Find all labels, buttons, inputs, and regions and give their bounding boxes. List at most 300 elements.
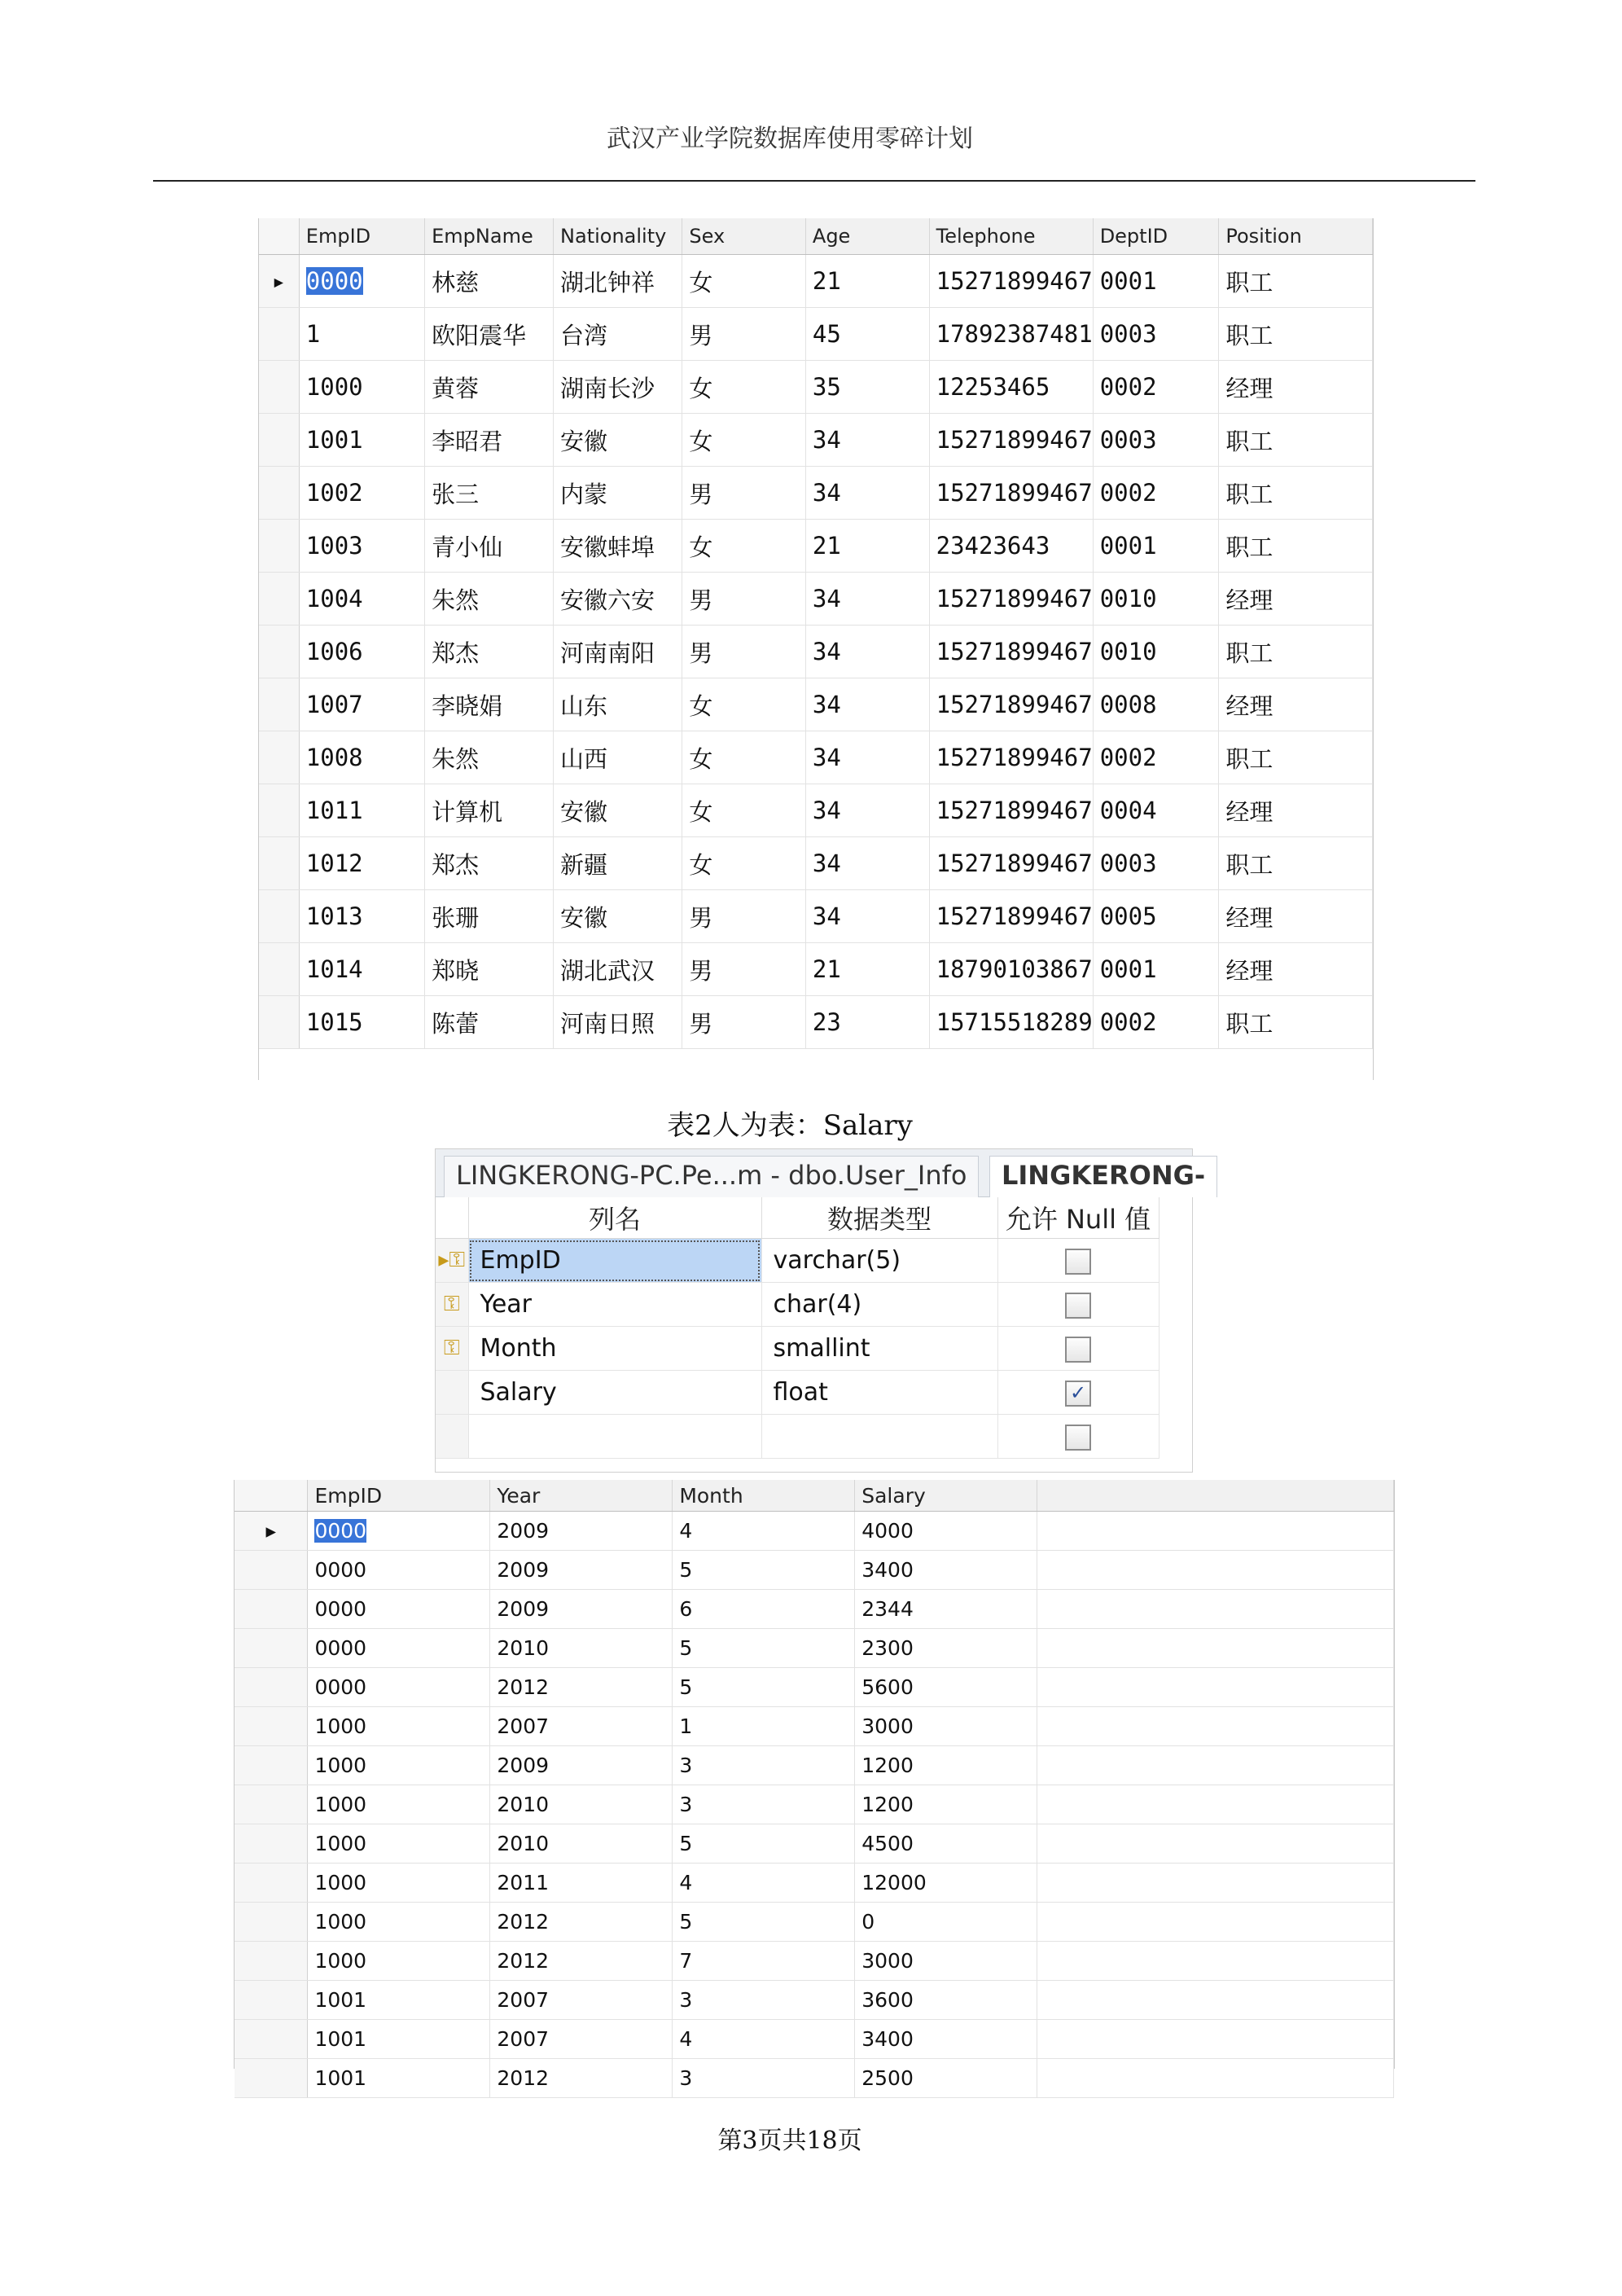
cell-empid[interactable]: 1007 — [299, 678, 424, 731]
cell-salary[interactable]: 2300 — [855, 1629, 1037, 1668]
data-type-cell[interactable]: varchar(5) — [761, 1239, 997, 1283]
row-selector[interactable] — [259, 626, 299, 678]
row-selector[interactable] — [235, 2020, 308, 2059]
cell-empid[interactable]: 0000 — [308, 1668, 490, 1707]
column-name-cell[interactable]: Month — [468, 1327, 761, 1371]
cell-salary[interactable]: 2344 — [855, 1590, 1037, 1629]
column-header-year[interactable]: Year — [490, 1480, 673, 1512]
cell-position[interactable]: 职工 — [1219, 255, 1373, 308]
cell-position[interactable]: 经理 — [1219, 943, 1373, 996]
cell-empid[interactable]: 1000 — [299, 361, 424, 414]
cell-month[interactable]: 3 — [673, 1746, 855, 1785]
cell-salary[interactable]: 3400 — [855, 2020, 1037, 2059]
cell-sex[interactable]: 男 — [682, 626, 806, 678]
tab-user-info[interactable]: LINGKERONG-PC.Pe...m - dbo.User_Info — [444, 1156, 979, 1197]
empty-cell — [1037, 1746, 1394, 1785]
cell-position[interactable]: 职工 — [1219, 626, 1373, 678]
table-row[interactable] — [235, 1981, 1394, 2020]
column-header-sex[interactable]: Sex — [682, 218, 806, 255]
cell-year[interactable]: 2012 — [490, 2059, 673, 2098]
cell-age[interactable]: 35 — [805, 361, 929, 414]
cell-age[interactable]: 34 — [805, 414, 929, 467]
table-row[interactable] — [259, 890, 1373, 943]
empty-cell — [1037, 1512, 1394, 1551]
empty-header — [1037, 1480, 1394, 1512]
table-row[interactable] — [259, 678, 1373, 731]
row-selector[interactable] — [235, 1942, 308, 1981]
allow-null-cell[interactable] — [997, 1371, 1159, 1415]
cell-salary[interactable]: 4500 — [855, 1824, 1037, 1864]
primary-key-icon: ▸⚿ — [436, 1239, 468, 1283]
row-selector[interactable] — [259, 467, 299, 520]
cell-empid[interactable]: 1008 — [299, 731, 424, 784]
table-row[interactable] — [259, 308, 1373, 361]
cell-month[interactable]: 1 — [673, 1707, 855, 1746]
column-header-nationality[interactable]: Nationality — [554, 218, 682, 255]
table-row[interactable] — [235, 1824, 1394, 1864]
column-header-position[interactable]: Position — [1219, 218, 1373, 255]
cell-month[interactable]: 7 — [673, 1942, 855, 1981]
table-row[interactable] — [259, 784, 1373, 837]
data-type-cell[interactable]: smallint — [761, 1327, 997, 1371]
cell-empid[interactable]: 1000 — [308, 1903, 490, 1942]
allow-null-checkbox[interactable] — [1065, 1425, 1091, 1451]
cell-position[interactable]: 职工 — [1219, 731, 1373, 784]
table-row[interactable] — [259, 837, 1373, 890]
allow-null-cell[interactable] — [997, 1283, 1159, 1327]
data-type-cell[interactable] — [761, 1415, 997, 1459]
row-selector[interactable] — [259, 784, 299, 837]
row-selector[interactable] — [259, 837, 299, 890]
cell-empid[interactable]: 1000 — [308, 1942, 490, 1981]
cell-nationality[interactable]: 安徽 — [554, 414, 682, 467]
cell-salary[interactable]: 5600 — [855, 1668, 1037, 1707]
cell-month[interactable]: 5 — [673, 1903, 855, 1942]
cell-nationality[interactable]: 湖南长沙 — [554, 361, 682, 414]
cell-position[interactable]: 职工 — [1219, 837, 1373, 890]
cell-nationality[interactable]: 湖北钟祥 — [554, 255, 682, 308]
cell-empid[interactable]: 1002 — [299, 467, 424, 520]
cell-salary[interactable]: 1200 — [855, 1785, 1037, 1824]
cell-age[interactable]: 21 — [805, 943, 929, 996]
cell-month[interactable]: 5 — [673, 1551, 855, 1590]
cell-deptid[interactable]: 0002 — [1093, 467, 1219, 520]
cell-deptid[interactable]: 0003 — [1093, 308, 1219, 361]
cell-telephone[interactable]: 23423643 — [929, 520, 1093, 573]
cell-telephone[interactable]: 15271899467 — [929, 890, 1093, 943]
table-row[interactable] — [259, 626, 1373, 678]
row-selector[interactable] — [235, 1707, 308, 1746]
cell-telephone[interactable]: 18790103867 — [929, 943, 1093, 996]
empty-cell — [1037, 1707, 1394, 1746]
cell-empid[interactable]: 1000 — [308, 1824, 490, 1864]
cell-telephone[interactable]: 15271899467 — [929, 731, 1093, 784]
table-row[interactable] — [235, 1590, 1394, 1629]
cell-empid[interactable]: 1011 — [299, 784, 424, 837]
cell-month[interactable]: 6 — [673, 1590, 855, 1629]
cell-empid[interactable]: 1003 — [299, 520, 424, 573]
tab-salary-design[interactable]: LINGKERONG- — [989, 1156, 1217, 1197]
table-row[interactable] — [235, 1903, 1394, 1942]
cell-empid[interactable]: 1 — [299, 308, 424, 361]
table-row[interactable] — [235, 2059, 1394, 2098]
cell-sex[interactable]: 女 — [682, 414, 806, 467]
cell-month[interactable]: 5 — [673, 1629, 855, 1668]
cell-year[interactable]: 2009 — [490, 1551, 673, 1590]
cell-empid[interactable]: 1014 — [299, 943, 424, 996]
cell-empid[interactable]: 1000 — [308, 1864, 490, 1903]
table-row[interactable] — [259, 361, 1373, 414]
row-selector[interactable] — [259, 520, 299, 573]
cell-nationality[interactable]: 安徽 — [554, 890, 682, 943]
cell-year[interactable]: 2009 — [490, 1746, 673, 1785]
cell-position[interactable]: 职工 — [1219, 414, 1373, 467]
cell-age[interactable]: 34 — [805, 890, 929, 943]
cell-sex[interactable]: 女 — [682, 255, 806, 308]
cell-sex[interactable]: 女 — [682, 678, 806, 731]
cell-month[interactable]: 3 — [673, 1785, 855, 1824]
row-selector[interactable] — [259, 731, 299, 784]
table-row[interactable] — [235, 1707, 1394, 1746]
column-header-empname[interactable]: EmpName — [425, 218, 554, 255]
cell-position[interactable]: 职工 — [1219, 467, 1373, 520]
cell-nationality[interactable]: 湖北武汉 — [554, 943, 682, 996]
empty-cell — [1037, 1981, 1394, 2020]
cell-deptid[interactable]: 0008 — [1093, 678, 1219, 731]
cell-age[interactable]: 34 — [805, 678, 929, 731]
table-row[interactable] — [235, 1785, 1394, 1824]
cell-sex[interactable]: 男 — [682, 573, 806, 626]
cell-empid[interactable]: 1015 — [299, 996, 424, 1049]
cell-nationality[interactable]: 安徽蚌埠 — [554, 520, 682, 573]
table-row[interactable] — [235, 1668, 1394, 1707]
table-row[interactable] — [235, 1746, 1394, 1785]
cell-month[interactable]: 3 — [673, 2059, 855, 2098]
cell-empname[interactable]: 郑晓 — [425, 943, 554, 996]
row-selector[interactable] — [235, 1746, 308, 1785]
cell-telephone[interactable]: 15271899467 — [929, 467, 1093, 520]
cell-year[interactable]: 2012 — [490, 1903, 673, 1942]
cell-deptid[interactable]: 0002 — [1093, 731, 1219, 784]
cell-telephone[interactable]: 15271899467 — [929, 255, 1093, 308]
cell-position[interactable]: 职工 — [1219, 520, 1373, 573]
cell-sex[interactable]: 男 — [682, 996, 806, 1049]
table-designer-panel — [435, 1148, 1206, 1473]
column-header-empid[interactable]: EmpID — [308, 1480, 490, 1512]
row-selector[interactable] — [235, 1785, 308, 1824]
cell-empid[interactable] — [308, 1512, 490, 1551]
empty-cell — [1037, 1629, 1394, 1668]
cell-telephone[interactable]: 15271899467 — [929, 784, 1093, 837]
table-row[interactable] — [259, 520, 1373, 573]
cell-month[interactable]: 4 — [673, 1512, 855, 1551]
cell-age[interactable]: 34 — [805, 573, 929, 626]
cell-nationality[interactable]: 台湾 — [554, 308, 682, 361]
cell-age[interactable]: 21 — [805, 255, 929, 308]
cell-nationality[interactable]: 安徽 — [554, 784, 682, 837]
column-header-telephone[interactable]: Telephone — [929, 218, 1093, 255]
cell-month[interactable]: 5 — [673, 1668, 855, 1707]
table-row[interactable] — [259, 414, 1373, 467]
cell-deptid[interactable]: 0002 — [1093, 361, 1219, 414]
row-selector[interactable] — [259, 943, 299, 996]
row-selector[interactable] — [235, 2059, 308, 2098]
empty-cell — [1037, 2059, 1394, 2098]
selected-cell-value: 0000 — [305, 267, 363, 295]
cell-empid[interactable]: 0000 — [308, 1629, 490, 1668]
allow-null-header: 允许 Null 值 — [997, 1197, 1159, 1239]
cell-year[interactable]: 2010 — [490, 1629, 673, 1668]
cell-empid[interactable]: 1000 — [308, 1785, 490, 1824]
row-selector[interactable] — [235, 1629, 308, 1668]
cell-year[interactable]: 2011 — [490, 1864, 673, 1903]
cell-nationality[interactable]: 安徽六安 — [554, 573, 682, 626]
cell-deptid[interactable]: 0001 — [1093, 520, 1219, 573]
row-selector[interactable] — [259, 890, 299, 943]
table-row[interactable] — [259, 996, 1373, 1049]
cell-position[interactable]: 经理 — [1219, 784, 1373, 837]
cell-empname[interactable]: 林慈 — [425, 255, 554, 308]
table-row[interactable] — [259, 467, 1373, 520]
cell-empname[interactable]: 郑杰 — [425, 837, 554, 890]
cell-empid[interactable]: 1013 — [299, 890, 424, 943]
column-header-age[interactable]: Age — [805, 218, 929, 255]
cell-empid[interactable]: 0000 — [308, 1590, 490, 1629]
cell-sex[interactable]: 女 — [682, 837, 806, 890]
designer-row[interactable] — [436, 1327, 1159, 1371]
cell-empid[interactable]: 1012 — [299, 837, 424, 890]
cell-deptid[interactable]: 0003 — [1093, 414, 1219, 467]
table-row[interactable] — [259, 731, 1373, 784]
data-type-cell[interactable]: char(4) — [761, 1283, 997, 1327]
cell-telephone[interactable]: 15271899467 — [929, 678, 1093, 731]
cell-sex[interactable]: 女 — [682, 520, 806, 573]
column-header-salary[interactable]: Salary — [855, 1480, 1037, 1512]
column-name-cell[interactable] — [468, 1415, 761, 1459]
cell-empid[interactable]: 1004 — [299, 573, 424, 626]
cell-deptid[interactable]: 0010 — [1093, 626, 1219, 678]
row-selector-header — [235, 1480, 308, 1512]
cell-salary[interactable]: 3600 — [855, 1981, 1037, 2020]
row-selector[interactable] — [235, 1864, 308, 1903]
cell-empname[interactable]: 计算机 — [425, 784, 554, 837]
cell-sex[interactable]: 男 — [682, 943, 806, 996]
cell-telephone[interactable]: 15271899467 — [929, 626, 1093, 678]
cell-empname[interactable]: 朱然 — [425, 731, 554, 784]
row-selector[interactable] — [235, 1903, 308, 1942]
row-selector[interactable] — [235, 1981, 308, 2020]
cell-nationality[interactable]: 内蒙 — [554, 467, 682, 520]
cell-empname[interactable]: 陈蕾 — [425, 996, 554, 1049]
cell-salary[interactable]: 1200 — [855, 1746, 1037, 1785]
cell-telephone[interactable]: 15271899467 — [929, 414, 1093, 467]
cell-year[interactable]: 2012 — [490, 1668, 673, 1707]
cell-position[interactable]: 经理 — [1219, 678, 1373, 731]
empty-cell — [1037, 1668, 1394, 1707]
primary-key-icon: ⚿ — [436, 1283, 468, 1327]
allow-null-checkbox[interactable] — [1065, 1337, 1091, 1363]
cell-salary[interactable]: 3000 — [855, 1942, 1037, 1981]
row-selector[interactable] — [235, 1551, 308, 1590]
cell-telephone[interactable]: 12253465 — [929, 361, 1093, 414]
row-selector[interactable]: ▸ — [235, 1512, 308, 1551]
cell-year[interactable]: 2009 — [490, 1512, 673, 1551]
cell-deptid[interactable]: 0010 — [1093, 573, 1219, 626]
cell-salary[interactable]: 2500 — [855, 2059, 1037, 2098]
row-selector[interactable] — [259, 361, 299, 414]
allow-null-checkbox[interactable] — [1065, 1249, 1091, 1275]
cell-empname[interactable]: 欧阳震华 — [425, 308, 554, 361]
allow-null-checkbox[interactable] — [1065, 1293, 1091, 1319]
row-selector[interactable] — [235, 1668, 308, 1707]
cell-position[interactable]: 经理 — [1219, 890, 1373, 943]
cell-empname[interactable]: 李昭君 — [425, 414, 554, 467]
cell-year[interactable]: 2007 — [490, 1981, 673, 2020]
table-row[interactable] — [235, 1629, 1394, 1668]
cell-salary[interactable]: 12000 — [855, 1864, 1037, 1903]
cell-nationality[interactable]: 山东 — [554, 678, 682, 731]
cell-position[interactable]: 职工 — [1219, 308, 1373, 361]
row-selector[interactable] — [259, 996, 299, 1049]
cell-deptid[interactable]: 0002 — [1093, 996, 1219, 1049]
cell-sex[interactable]: 女 — [682, 361, 806, 414]
cell-sex[interactable]: 男 — [682, 308, 806, 361]
table-row[interactable] — [235, 1864, 1394, 1903]
row-selector[interactable] — [259, 573, 299, 626]
empty-cell — [1037, 1785, 1394, 1824]
cell-year[interactable]: 2009 — [490, 1590, 673, 1629]
cell-empname[interactable]: 郑杰 — [425, 626, 554, 678]
cell-salary[interactable]: 3000 — [855, 1707, 1037, 1746]
cell-empid[interactable]: 1001 — [308, 2020, 490, 2059]
cell-month[interactable]: 4 — [673, 1864, 855, 1903]
cell-age[interactable]: 45 — [805, 308, 929, 361]
cell-empid[interactable] — [299, 255, 424, 308]
cell-age[interactable]: 34 — [805, 837, 929, 890]
row-selector[interactable] — [259, 308, 299, 361]
allow-null-cell[interactable] — [997, 1239, 1159, 1283]
cell-deptid[interactable]: 0004 — [1093, 784, 1219, 837]
empty-cell — [1037, 1824, 1394, 1864]
cell-year[interactable]: 2007 — [490, 2020, 673, 2059]
cell-age[interactable]: 34 — [805, 626, 929, 678]
cell-telephone[interactable]: 15271899467 — [929, 837, 1093, 890]
designer-row[interactable] — [436, 1283, 1159, 1327]
cell-empname[interactable]: 青小仙 — [425, 520, 554, 573]
page-footer: 第3页共18页 — [717, 2127, 862, 2155]
cell-nationality[interactable]: 河南南阳 — [554, 626, 682, 678]
cell-nationality[interactable]: 河南日照 — [554, 996, 682, 1049]
cell-salary[interactable]: 3400 — [855, 1551, 1037, 1590]
cell-deptid[interactable]: 0005 — [1093, 890, 1219, 943]
primary-key-icon: ⚿ — [436, 1327, 468, 1371]
cell-empid[interactable]: 1000 — [308, 1746, 490, 1785]
cell-telephone[interactable]: 15271899467 — [929, 573, 1093, 626]
table-row[interactable] — [235, 1942, 1394, 1981]
table-row[interactable] — [235, 1512, 1394, 1551]
cell-month[interactable]: 4 — [673, 2020, 855, 2059]
table-row[interactable] — [259, 573, 1373, 626]
empty-cell — [1037, 2020, 1394, 2059]
cell-sex[interactable]: 女 — [682, 731, 806, 784]
cell-deptid[interactable]: 0001 — [1093, 255, 1219, 308]
table-row[interactable] — [235, 2020, 1394, 2059]
cell-sex[interactable]: 男 — [682, 467, 806, 520]
allow-null-checkbox[interactable]: ✓ — [1065, 1381, 1091, 1407]
row-selector[interactable] — [259, 678, 299, 731]
cell-month[interactable]: 3 — [673, 1981, 855, 2020]
cell-nationality[interactable]: 山西 — [554, 731, 682, 784]
allow-null-cell[interactable] — [997, 1415, 1159, 1459]
cell-empid[interactable]: 1006 — [299, 626, 424, 678]
cell-age[interactable]: 23 — [805, 996, 929, 1049]
selected-cell-value: 0000 — [314, 1519, 367, 1543]
cell-position[interactable]: 经理 — [1219, 361, 1373, 414]
cell-salary[interactable]: 0 — [855, 1903, 1037, 1942]
cell-year[interactable]: 2007 — [490, 1707, 673, 1746]
column-name-cell[interactable]: EmpID — [468, 1239, 761, 1283]
designer-row[interactable] — [436, 1371, 1159, 1415]
table-row[interactable] — [235, 1551, 1394, 1590]
table-row[interactable] — [259, 943, 1373, 996]
cell-salary[interactable]: 4000 — [855, 1512, 1037, 1551]
column-header-deptid[interactable]: DeptID — [1093, 218, 1219, 255]
cell-year[interactable]: 2012 — [490, 1942, 673, 1981]
row-selector[interactable] — [235, 1590, 308, 1629]
cell-empname[interactable]: 张珊 — [425, 890, 554, 943]
cell-sex[interactable]: 女 — [682, 784, 806, 837]
column-name-cell[interactable]: Salary — [468, 1371, 761, 1415]
cell-month[interactable]: 5 — [673, 1824, 855, 1864]
empty-cell — [1037, 1864, 1394, 1903]
column-name-cell[interactable]: Year — [468, 1283, 761, 1327]
cell-telephone[interactable]: 17892387481 — [929, 308, 1093, 361]
cell-year[interactable]: 2010 — [490, 1824, 673, 1864]
designer-row[interactable] — [436, 1239, 1159, 1283]
row-selector[interactable] — [235, 1824, 308, 1864]
allow-null-cell[interactable] — [997, 1327, 1159, 1371]
cell-position[interactable]: 经理 — [1219, 573, 1373, 626]
cell-empname[interactable]: 张三 — [425, 467, 554, 520]
table-row[interactable] — [259, 255, 1373, 308]
cell-deptid[interactable]: 0001 — [1093, 943, 1219, 996]
cell-year[interactable]: 2010 — [490, 1785, 673, 1824]
cell-empname[interactable]: 李晓娟 — [425, 678, 554, 731]
data-type-cell[interactable]: float — [761, 1371, 997, 1415]
cell-age[interactable]: 34 — [805, 731, 929, 784]
column-header-month[interactable]: Month — [673, 1480, 855, 1512]
cell-empid[interactable]: 1001 — [308, 2059, 490, 2098]
cell-age[interactable]: 34 — [805, 784, 929, 837]
designer-row[interactable] — [436, 1415, 1159, 1459]
cell-empid[interactable]: 1001 — [308, 1981, 490, 2020]
cell-empname[interactable]: 黄蓉 — [425, 361, 554, 414]
row-selector[interactable] — [259, 414, 299, 467]
cell-nationality[interactable]: 新疆 — [554, 837, 682, 890]
column-header-empid[interactable]: EmpID — [299, 218, 424, 255]
row-selector[interactable]: ▸ — [259, 255, 299, 308]
cell-empid[interactable]: 0000 — [308, 1551, 490, 1590]
cell-position[interactable]: 职工 — [1219, 996, 1373, 1049]
cell-age[interactable]: 21 — [805, 520, 929, 573]
cell-telephone[interactable]: 15715518289 — [929, 996, 1093, 1049]
cell-empid[interactable]: 1001 — [299, 414, 424, 467]
cell-age[interactable]: 34 — [805, 467, 929, 520]
cell-sex[interactable]: 男 — [682, 890, 806, 943]
cell-deptid[interactable]: 0003 — [1093, 837, 1219, 890]
cell-empname[interactable]: 朱然 — [425, 573, 554, 626]
cell-empid[interactable]: 1000 — [308, 1707, 490, 1746]
